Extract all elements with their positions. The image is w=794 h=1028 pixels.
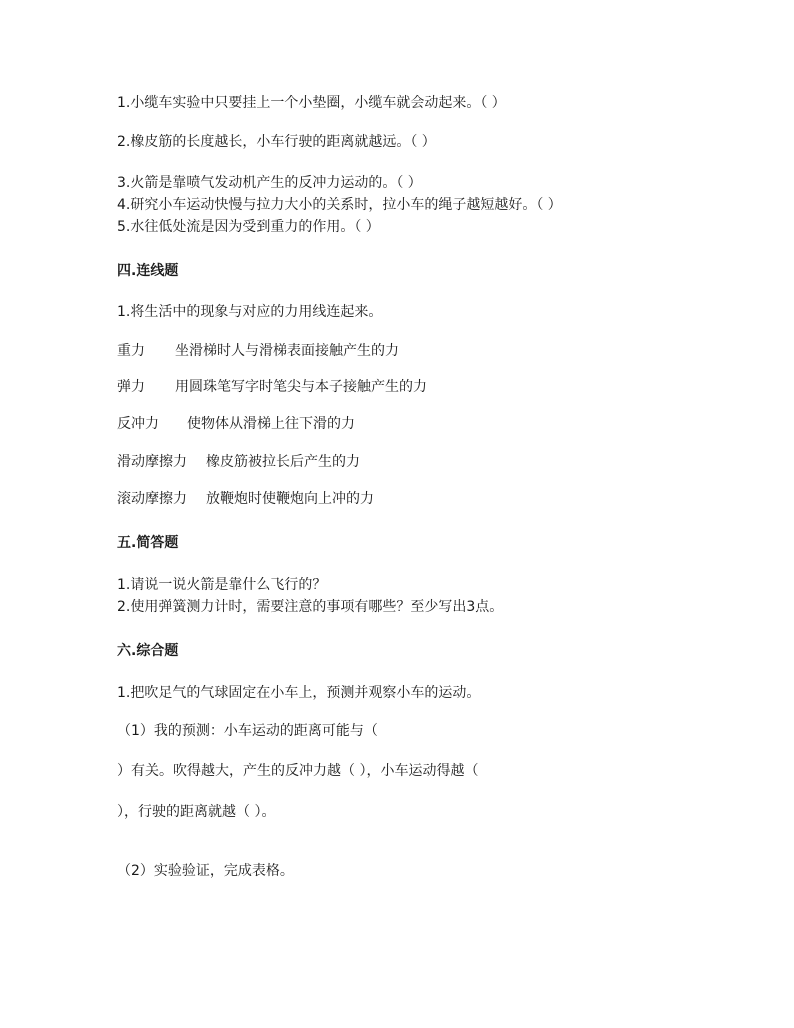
- force-term: 滚动摩擦力: [117, 491, 187, 507]
- phenomenon-desc: 使物体从滑梯上往下滑的力: [187, 416, 355, 432]
- matching-row: [117, 415, 355, 433]
- matching-row: [117, 490, 374, 508]
- comp-part1-line2: ）有关。吹得越大，产生的反冲力越（ ），小车运动得越（: [117, 763, 479, 779]
- phenomenon-desc: 放鞭炮时使鞭炮向上冲的力: [206, 491, 374, 507]
- section-heading-matching: 四.连线题: [117, 263, 179, 279]
- judge-q3: 3.火箭是靠喷气发动机产生的反冲力运动的。（ ）: [117, 175, 422, 191]
- judge-q1: 1.小缆车实验中只要挂上一个小垫圈，小缆车就会动起来。（ ）: [117, 95, 506, 111]
- phenomenon-desc: 坐滑梯时人与滑梯表面接触产生的力: [175, 343, 399, 359]
- judge-q2: 2.橡皮筋的长度越长，小车行驶的距离就越远。（ ）: [117, 134, 436, 150]
- short-q2: 2.使用弹簧测力计时，需要注意的事项有哪些？至少写出3点。: [117, 599, 504, 615]
- force-term: 反冲力: [117, 416, 159, 432]
- short-q1: 1.请说一说火箭是靠什么飞行的？: [117, 577, 327, 593]
- matching-row: [117, 378, 427, 396]
- force-term: 弹力: [117, 379, 145, 395]
- force-term: 重力: [117, 343, 145, 359]
- comp-part2: （2）实验验证，完成表格。: [117, 863, 294, 879]
- matching-row: [117, 342, 399, 360]
- matching-row: [117, 453, 360, 471]
- phenomenon-desc: 橡皮筋被拉长后产生的力: [206, 454, 360, 470]
- matching-intro: 1.将生活中的现象与对应的力用线连起来。: [117, 304, 383, 320]
- judge-q5: 5.水往低处流是因为受到重力的作用。（ ）: [117, 219, 380, 235]
- comp-part1-line1: （1）我的预测：小车运动的距离可能与（: [117, 723, 378, 739]
- force-term: 滑动摩擦力: [117, 454, 187, 470]
- comp-part1-line3: ），行驶的距离就越（ ）。: [117, 804, 276, 820]
- judge-q4: 4.研究小车运动快慢与拉力大小的关系时，拉小车的绳子越短越好。（ ）: [117, 197, 562, 213]
- section-heading-comprehensive: 六.综合题: [117, 643, 179, 659]
- phenomenon-desc: 用圆珠笔写字时笔尖与本子接触产生的力: [175, 379, 427, 395]
- section-heading-short-answer: 五.简答题: [117, 535, 179, 551]
- comp-intro: 1.把吹足气的气球固定在小车上，预测并观察小车的运动。: [117, 685, 481, 701]
